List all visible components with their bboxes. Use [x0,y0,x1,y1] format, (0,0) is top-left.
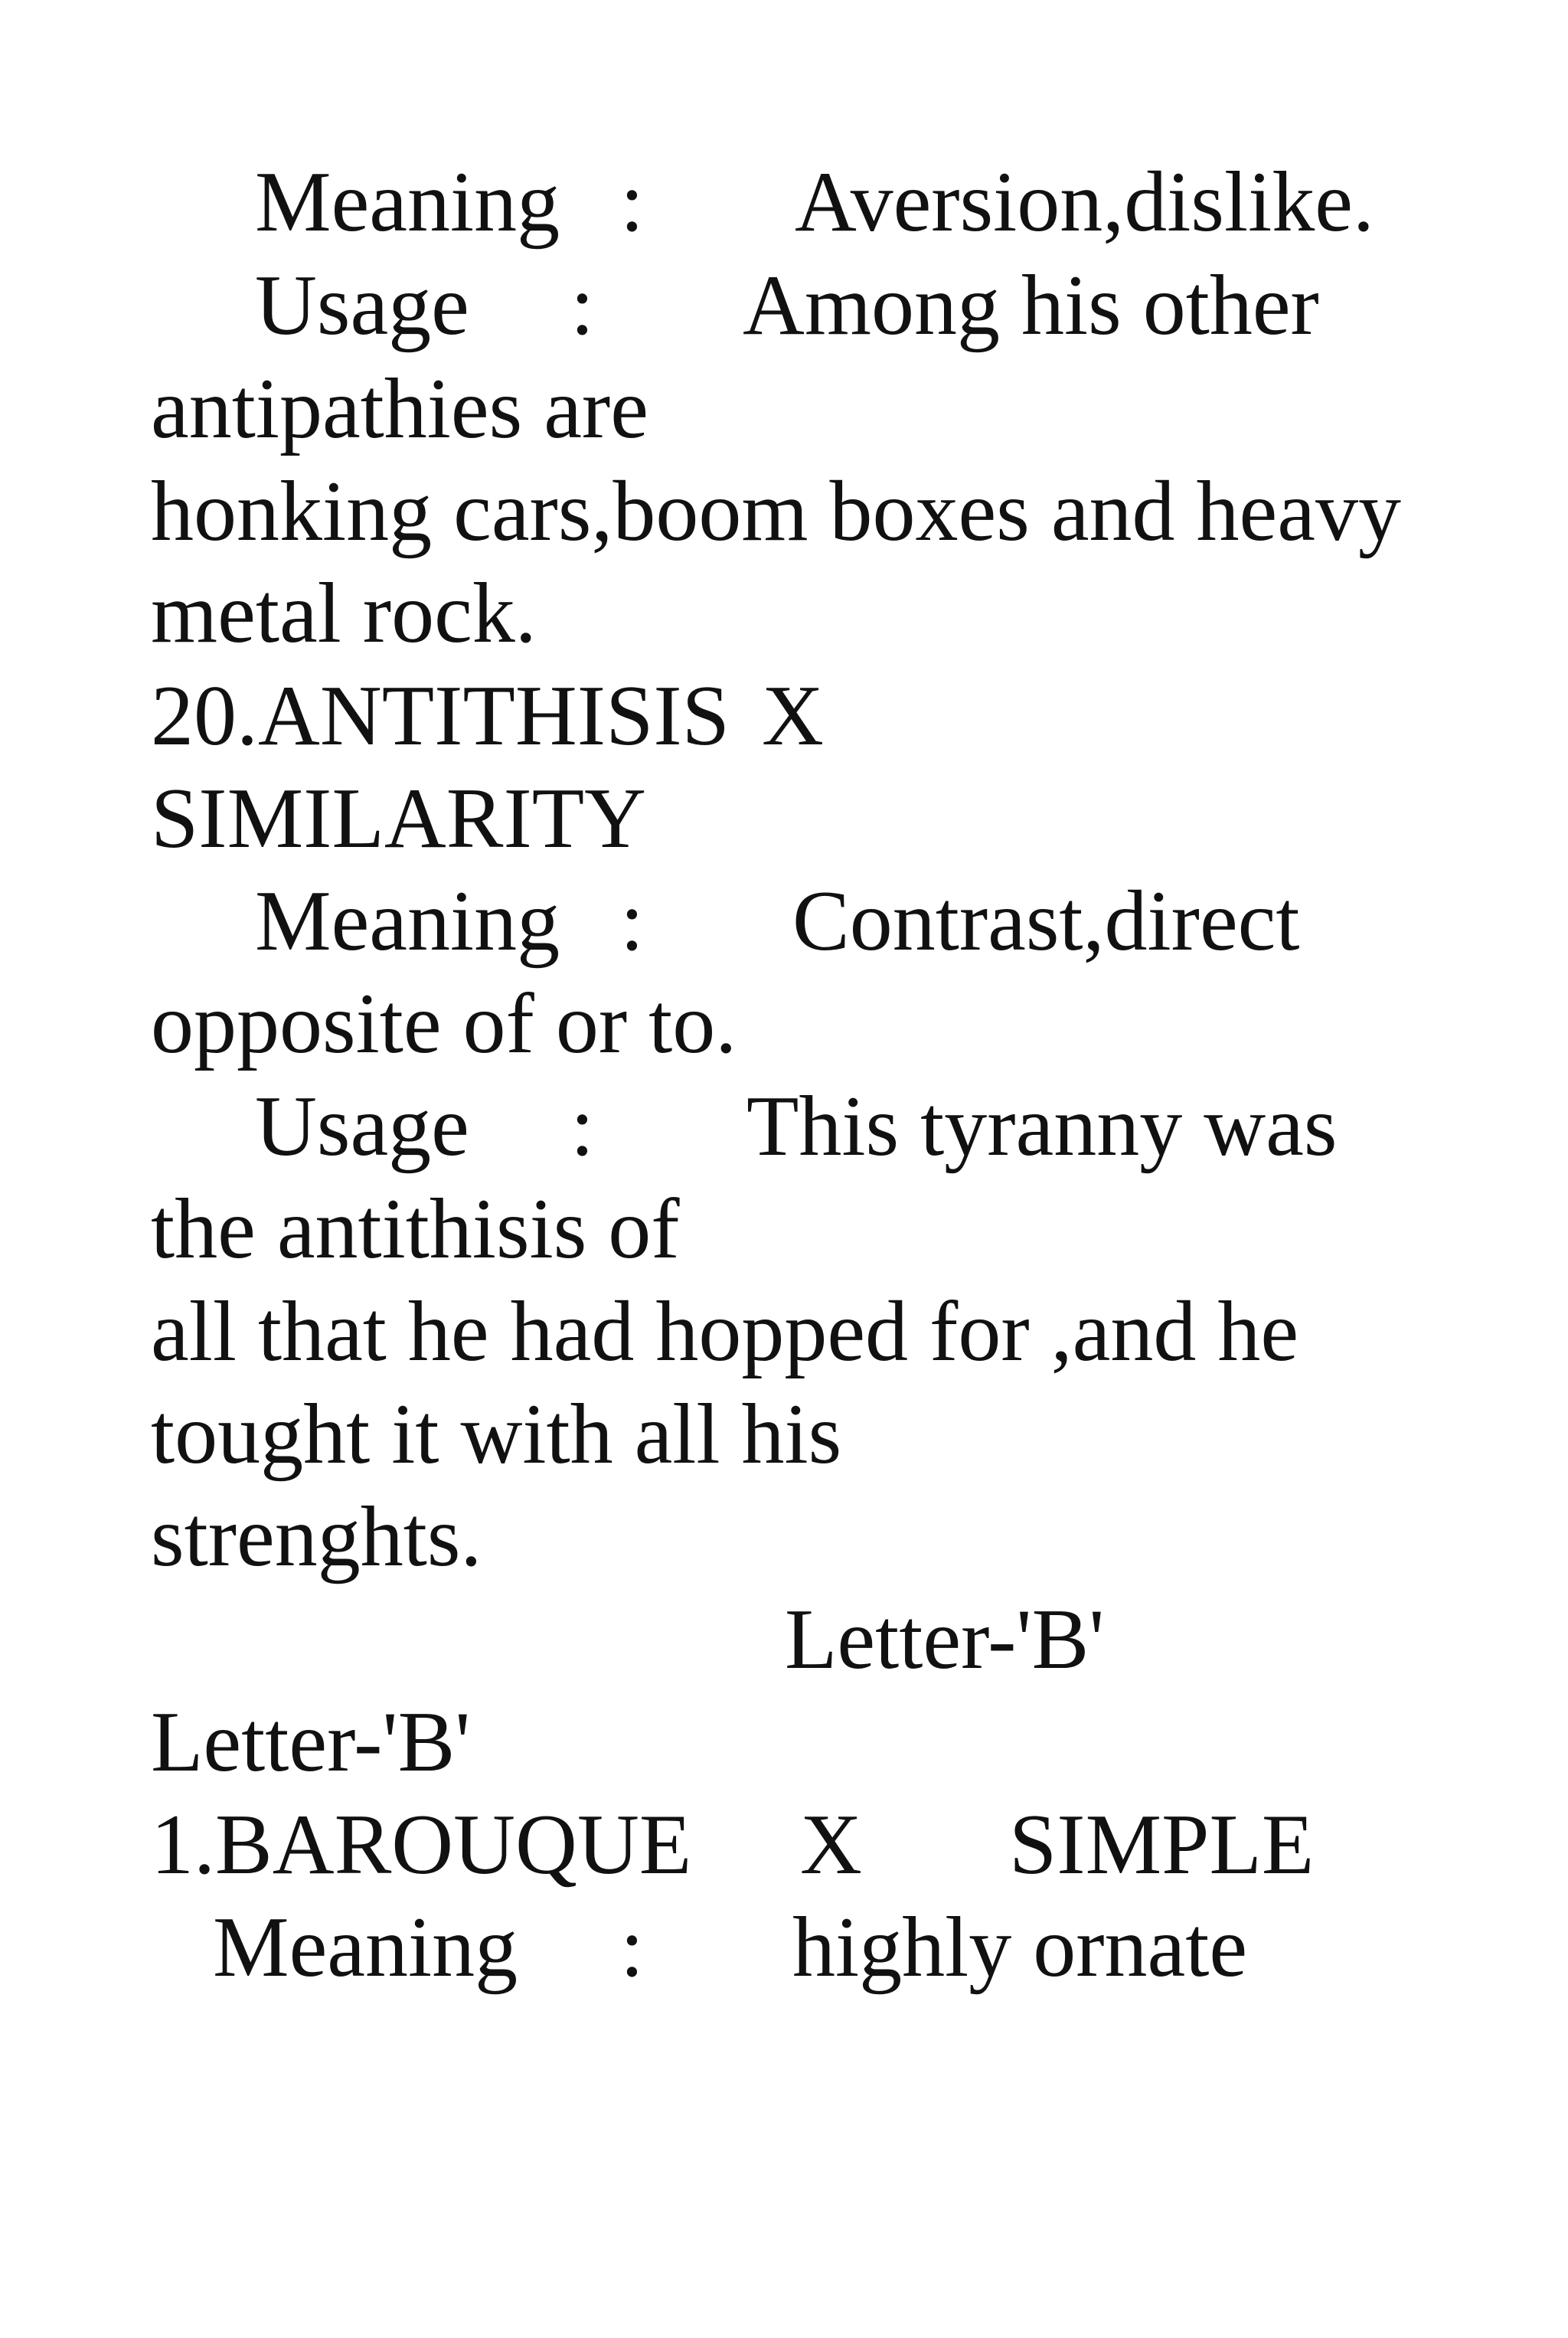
text-line: strenghts. [151,1489,482,1584]
colon: : [620,1900,645,1995]
text-line: all that he had hopped for ,and he [151,1284,1299,1379]
meaning-label: Meaning [213,1900,518,1995]
text-line: metal rock. [151,566,537,661]
text-line: honking cars,boom boxes and heavy [151,464,1401,559]
text-line: opposite of or to. [151,976,737,1071]
text-line: antipathies are [151,361,648,456]
usage-text: Among his other [743,258,1319,353]
antonym-word: SIMPLE [1009,1797,1315,1892]
text-line: the antithisis of [151,1182,680,1277]
usage-label: Usage [255,258,469,353]
meaning-label: Meaning [255,155,560,250]
meaning-text: highly ornate [792,1900,1248,1995]
usage-text: This tyranny was [746,1079,1338,1174]
entry-word: 20.ANTITHISIS [151,669,730,764]
entry-word: 1.BAROUQUE [151,1797,692,1892]
opposite-marker: X [762,669,824,764]
usage-label: Usage [255,1079,469,1174]
meaning-text: Aversion,dislike. [795,155,1374,250]
colon: : [620,155,645,250]
antonym-word: SIMILARITY [151,771,647,866]
text-line: tought it with all his [151,1387,842,1482]
colon: : [570,258,595,353]
opposite-marker: X [800,1797,862,1892]
meaning-text: Contrast,direct [792,874,1300,969]
meaning-line-3 [0,1900,1248,2333]
colon: : [570,1079,595,1174]
colon: : [620,874,645,969]
section-heading-letter-b: Letter-'B' [785,1592,1105,1687]
section-heading-letter-b: Letter-'B' [151,1695,471,1790]
meaning-label: Meaning [255,874,560,969]
